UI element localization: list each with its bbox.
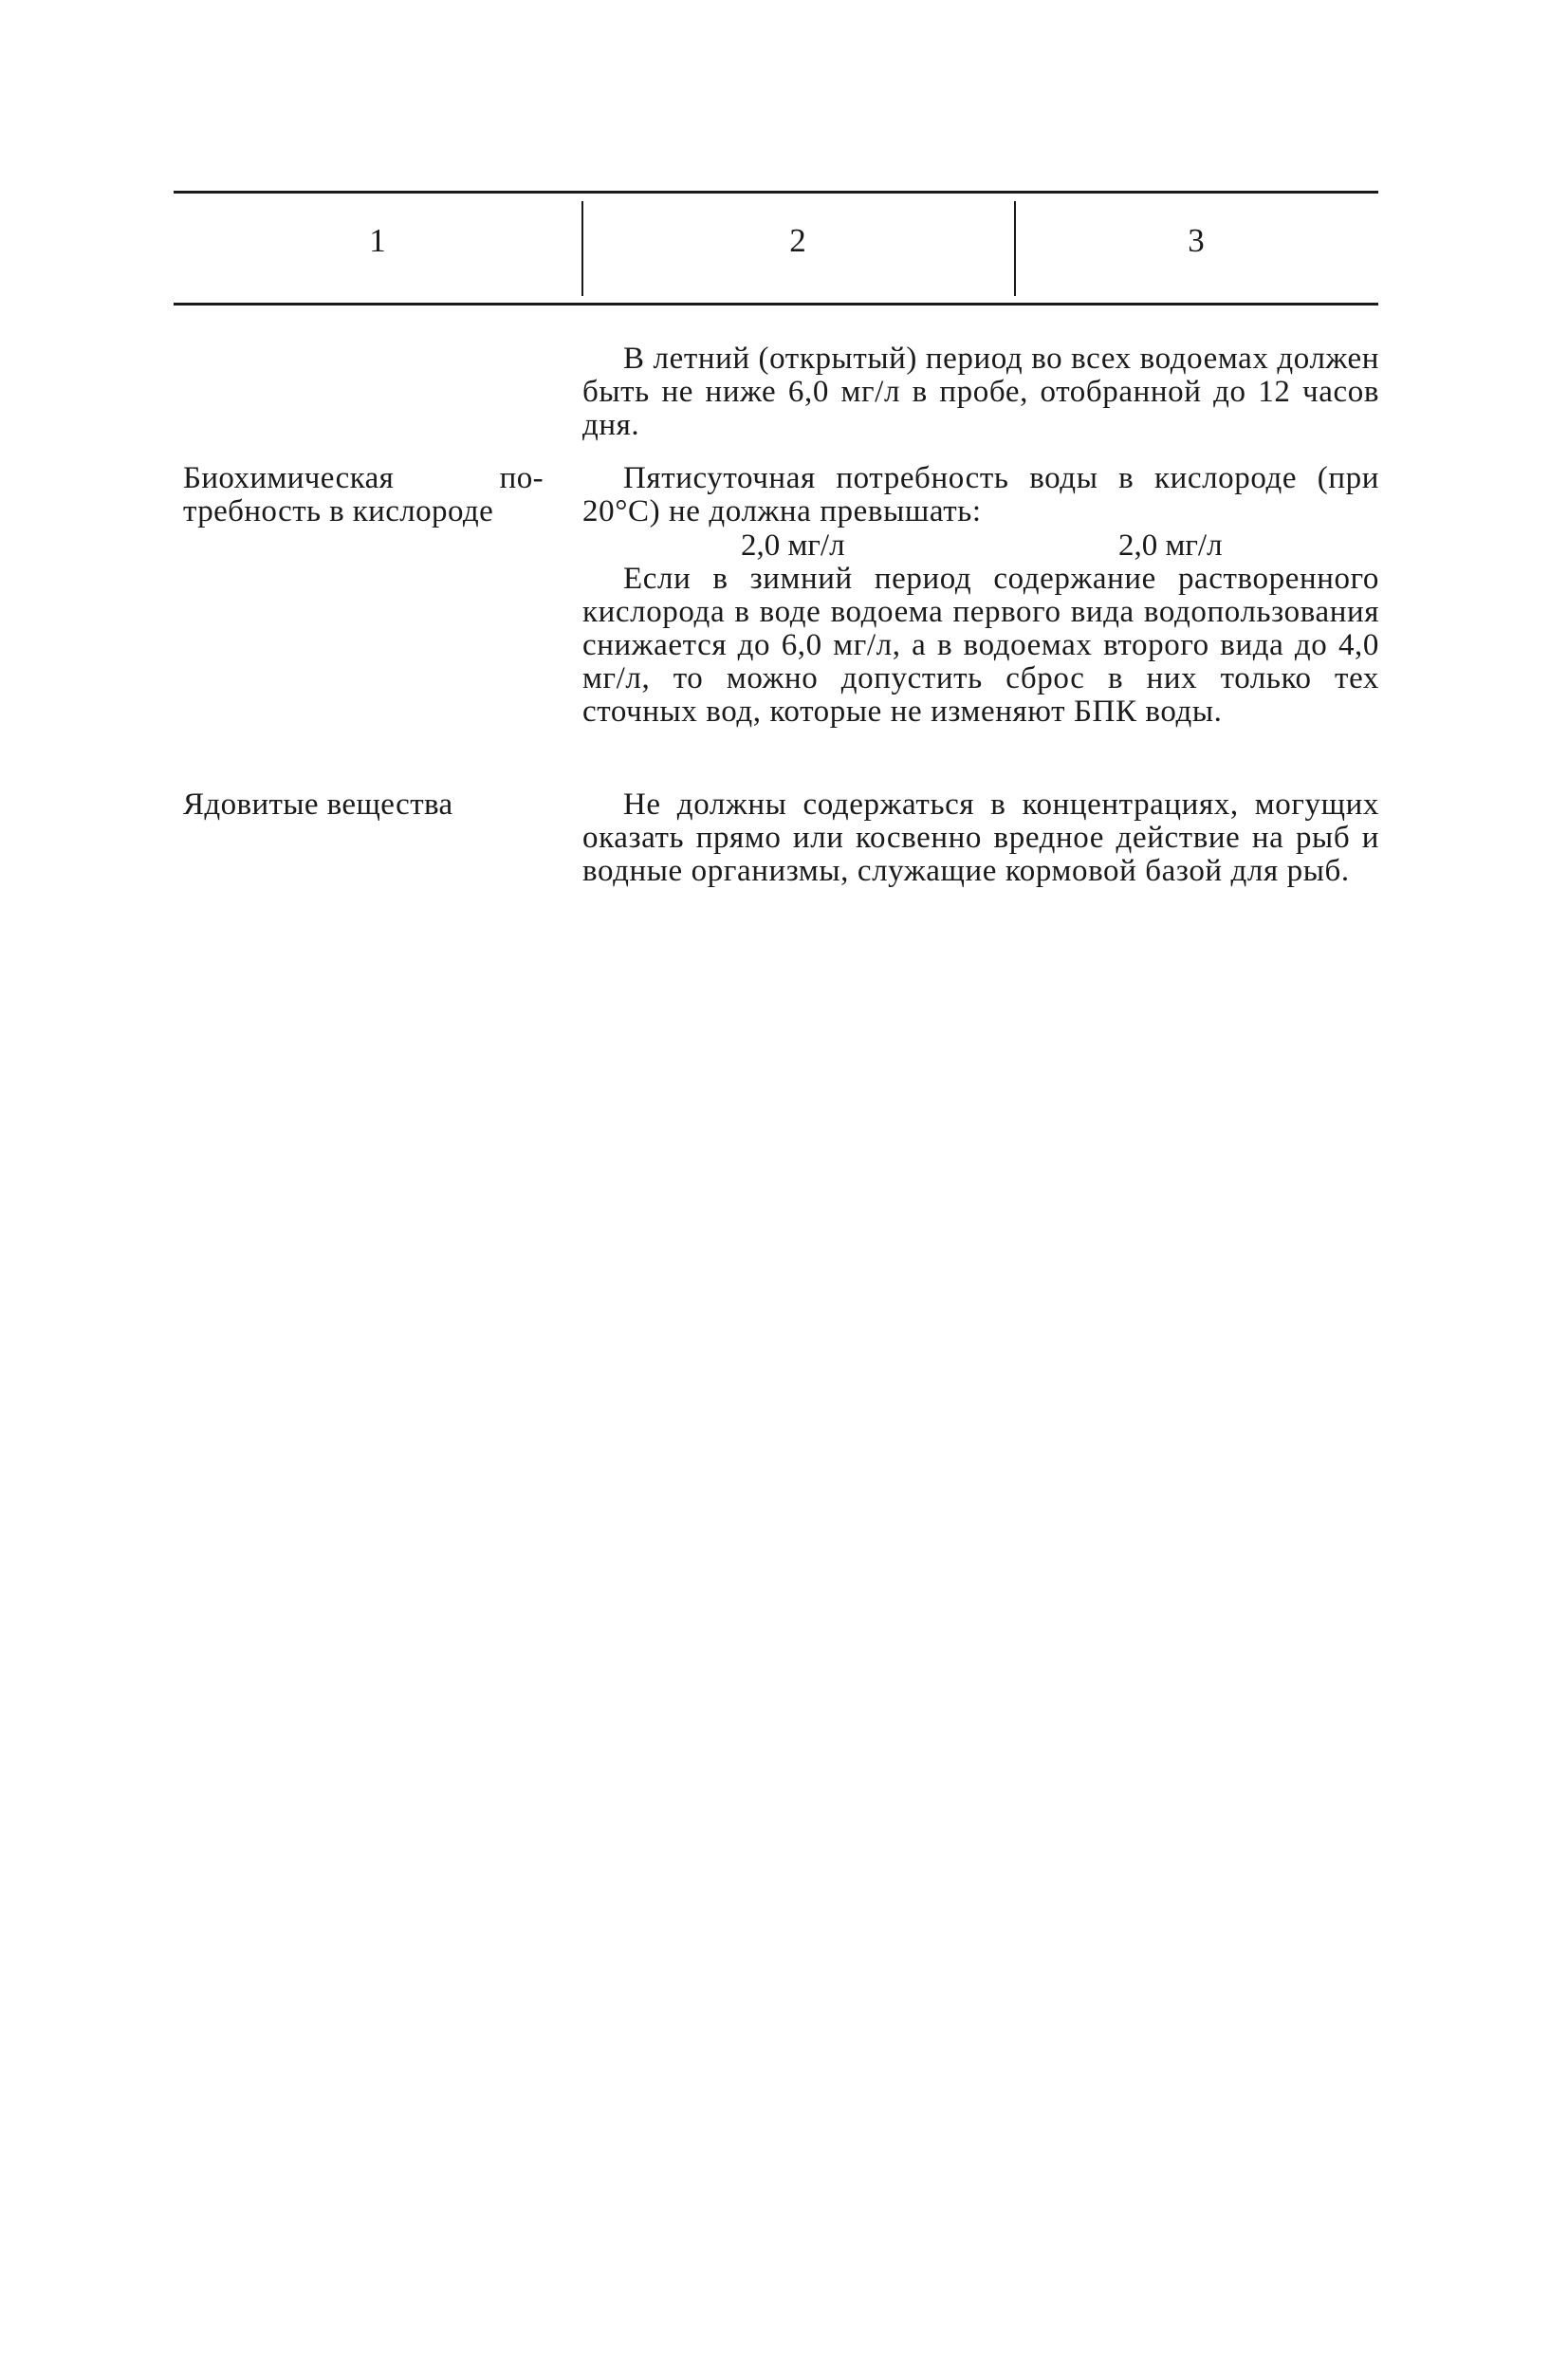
column-header-2: 2: [789, 222, 806, 259]
bod-label: [183, 462, 544, 528]
table-top-rule: [174, 191, 1378, 194]
bod-winter-note: Если в зимний период содержание растворенного кислорода в воде водоема первого вида водопользования снижается до 6,0 мг/л, а в водоемах второго вида до 4,0 мг/л, то можно допустить сброс в них только тех сточных вод, которые не изменяют БПК воды.: [582, 562, 1379, 729]
bod-label-line2: требность в кислороде: [183, 494, 494, 528]
bod-label-line1: [183, 462, 544, 495]
bod-value-col2: 2,0 мг/л: [741, 528, 845, 563]
table-header-bottom-rule: [174, 303, 1378, 306]
bod-value-col3: 2,0 мг/л: [1118, 528, 1223, 563]
bod-label-word2: по-: [499, 461, 544, 495]
column-header-3: 3: [1188, 222, 1205, 259]
bod-requirement-text: Пятисуточная потребность воды в кислороде (при 20°С) не должна превышать:: [582, 461, 1379, 528]
toxic-label: Ядовитые вещества: [183, 787, 453, 822]
column-header-1: 1: [369, 222, 386, 259]
toxic-requirement-text: Не должны содержаться в концентрациях, могущих оказать прямо или косвенно вредное действие на рыб и водные организмы, служащие кормовой базой для рыб.: [582, 787, 1379, 888]
bod-label-word1: Биохимическая: [183, 461, 395, 495]
summer-oxygen-text: В летний (открытый) период во всех водоемах должен быть не ниже 6,0 мг/л в пробе, отобранной до 12 часов дня.: [582, 342, 1379, 442]
